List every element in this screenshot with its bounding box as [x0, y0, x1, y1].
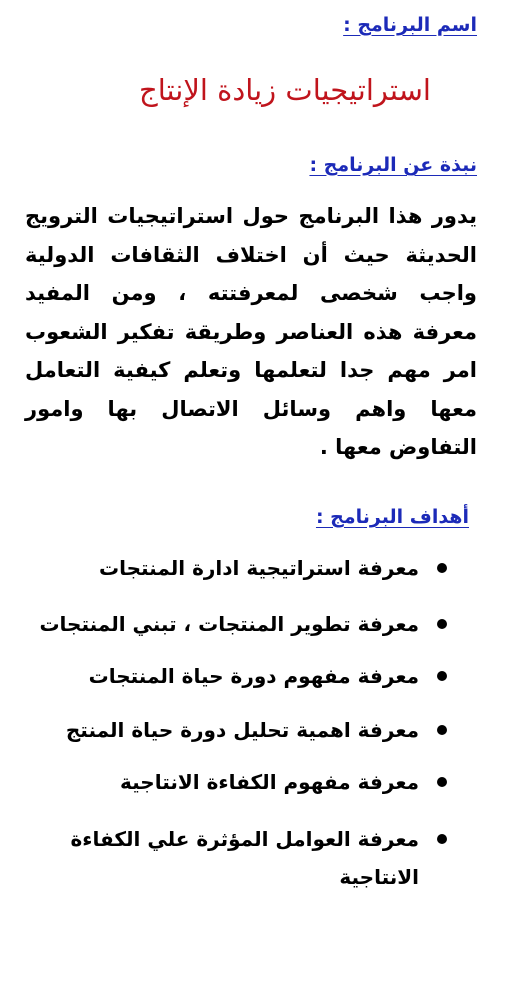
goal-item [27, 605, 447, 643]
goal-text: معرفة اهمية تحليل دورة حياة المنتج [65, 718, 419, 742]
bullet-icon [437, 563, 447, 573]
goal-item [27, 711, 447, 749]
goals-heading: أهداف البرنامج : [315, 506, 469, 528]
goal-text: معرفة استراتيجية ادارة المنتجات [98, 556, 419, 580]
goal-item [27, 763, 447, 801]
goal-text: معرفة مفهوم دورة حياة المنتجات [88, 664, 419, 688]
goal-item [27, 549, 447, 587]
goal-text: معرفة العوامل المؤثرة علي الكفاءة الانتاجية [70, 827, 419, 889]
about-heading: نبذة عن البرنامج : [309, 154, 477, 176]
goal-text: معرفة مفهوم الكفاءة الانتاجية [120, 770, 419, 794]
goal-item [27, 657, 447, 695]
program-name-heading: اسم البرنامج : [343, 14, 477, 36]
goal-text: معرفة تطوير المنتجات ، تبني المنتجات [39, 612, 419, 636]
bullet-icon [437, 777, 447, 787]
bullet-icon [437, 725, 447, 735]
bullet-icon [437, 671, 447, 681]
goals-list [27, 549, 447, 910]
bullet-icon [437, 619, 447, 629]
bullet-icon [437, 834, 447, 844]
about-paragraph: يدور هذا البرنامج حول استراتيجيات الترويج الحديثة حيث أن اختلاف الثقافات الدولية واجب شخصى لمعرفتته ، ومن المفيد معرفة هذه العناصر وطريقة تفكير الشعوب امر مهم جدا لتعلمها وتعلم كيفية التعامل معها واهم وسائل الاتصال بها وامور التفاوض معها . [25, 204, 477, 459]
goal-item [27, 820, 447, 896]
program-title: استراتيجيات زيادة الإنتاج [138, 73, 431, 107]
